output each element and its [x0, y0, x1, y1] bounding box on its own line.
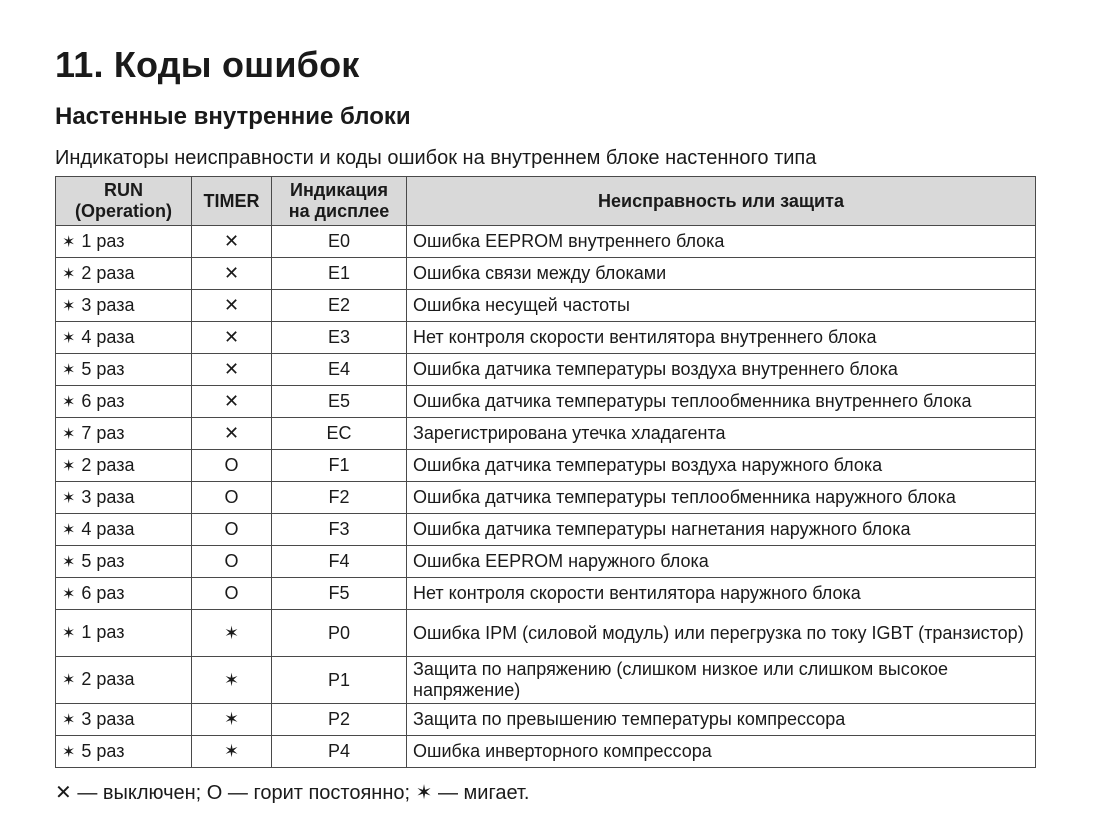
fault-description-cell: Ошибка связи между блоками: [407, 258, 1036, 290]
blink-star-icon: ✶: [62, 361, 76, 379]
blink-star-icon: ✶: [62, 625, 76, 642]
run-count: 3 раза: [81, 486, 135, 507]
fault-description-cell: Нет контроля скорости вентилятора наружного блока: [407, 578, 1036, 610]
fault-description-cell: Ошибка датчика температуры воздуха наружного блока: [407, 450, 1036, 482]
display-code-cell: F4: [272, 546, 407, 578]
timer-cell: ✶: [192, 736, 272, 768]
display-code-cell: E5: [272, 386, 407, 418]
header-run: [56, 177, 192, 226]
display-code-cell: E4: [272, 354, 407, 386]
blink-star-icon: ✶: [62, 489, 76, 507]
error-codes-table: [55, 176, 1036, 768]
blink-star-icon: ✶: [62, 672, 76, 689]
timer-cell: ✶: [192, 657, 272, 704]
intro-text: Индикаторы неисправности и коды ошибок на внутреннем блоке настенного типа: [55, 147, 817, 169]
blink-star-icon: ✶: [62, 425, 76, 443]
run-count: 6 раз: [81, 582, 125, 603]
display-code-cell: F1: [272, 450, 407, 482]
header-display: [272, 177, 407, 226]
display-code-cell: E1: [272, 258, 407, 290]
timer-cell: O: [192, 578, 272, 610]
fault-description-cell: Ошибка EEPROM внутреннего блока: [407, 226, 1036, 258]
run-cell: [56, 578, 192, 610]
timer-cell: ✕: [192, 322, 272, 354]
table-row: [56, 258, 1036, 290]
display-code-cell: P0: [272, 610, 407, 657]
table-body: [56, 226, 1036, 768]
timer-cell: ✕: [192, 418, 272, 450]
run-cell: [56, 704, 192, 736]
blink-star-icon: ✶: [62, 711, 76, 729]
header-timer: TIMER: [192, 177, 272, 226]
run-cell: [56, 226, 192, 258]
display-code-cell: E3: [272, 322, 407, 354]
run-count: 1 раз: [81, 230, 125, 251]
page-title: 11. Коды ошибок: [55, 44, 360, 85]
display-code-cell: EC: [272, 418, 407, 450]
blink-star-icon: ✶: [62, 743, 76, 761]
table-row: [56, 514, 1036, 546]
timer-cell: ✶: [192, 610, 272, 657]
run-count: 3 раза: [81, 294, 135, 315]
run-cell: [56, 546, 192, 578]
run-cell: [56, 258, 192, 290]
fault-description-cell: Зарегистрирована утечка хладагента: [407, 418, 1036, 450]
display-code-cell: F2: [272, 482, 407, 514]
display-code-cell: P4: [272, 736, 407, 768]
run-count: 2 раза: [81, 454, 135, 475]
timer-cell: O: [192, 546, 272, 578]
run-count: 6 раз: [81, 390, 125, 411]
legend-blink-text: — мигает.: [437, 782, 530, 804]
display-code-cell: F3: [272, 514, 407, 546]
timer-cell: ✕: [192, 258, 272, 290]
fault-description-cell: Защита по превышению температуры компрессора: [407, 704, 1036, 736]
run-cell: [56, 610, 192, 657]
header-display-line2: на дисплее: [288, 201, 390, 221]
table-row: [56, 610, 1036, 657]
fault-description-cell: Ошибка датчика температуры теплообменника наружного блока: [407, 482, 1036, 514]
blink-star-icon: ✶: [415, 782, 433, 804]
fault-description-cell: Ошибка датчика температуры воздуха внутреннего блока: [407, 354, 1036, 386]
run-cell: [56, 354, 192, 386]
table-row: [56, 290, 1036, 322]
run-cell: [56, 736, 192, 768]
table-row: [56, 322, 1036, 354]
run-count: 5 раз: [81, 740, 125, 761]
display-code-cell: F5: [272, 578, 407, 610]
run-count: 4 раза: [81, 326, 135, 347]
run-count: 5 раз: [81, 358, 125, 379]
fault-description-cell: Ошибка несущей частоты: [407, 290, 1036, 322]
blink-star-icon: ✶: [62, 297, 76, 315]
display-code-cell: E0: [272, 226, 407, 258]
timer-cell: ✕: [192, 290, 272, 322]
run-cell: [56, 322, 192, 354]
fault-description-cell: Ошибка инверторного компрессора: [407, 736, 1036, 768]
table-row: [56, 226, 1036, 258]
run-cell: [56, 514, 192, 546]
circle-symbol: O: [206, 782, 223, 804]
blink-star-icon: ✶: [62, 457, 76, 475]
run-count: 2 раза: [81, 669, 135, 689]
run-count: 7 раз: [81, 422, 125, 443]
legend-on-text: — горит постоянно;: [227, 782, 411, 804]
run-cell: [56, 482, 192, 514]
section-title: Настенные внутренние блоки: [55, 103, 411, 130]
run-count: 3 раза: [81, 708, 135, 729]
timer-cell: ✕: [192, 354, 272, 386]
run-count: 2 раза: [81, 262, 135, 283]
table-row: [56, 482, 1036, 514]
display-code-cell: P2: [272, 704, 407, 736]
run-cell: [56, 657, 192, 704]
table-row: [56, 736, 1036, 768]
blink-star-icon: ✶: [62, 521, 76, 539]
legend: [55, 780, 529, 805]
display-code-cell: E2: [272, 290, 407, 322]
blink-star-icon: ✶: [62, 585, 76, 603]
fault-description-cell: Ошибка IPM (силовой модуль) или перегрузка по току IGBT (транзистор): [407, 610, 1036, 657]
blink-star-icon: ✶: [62, 393, 76, 411]
blink-star-icon: ✶: [62, 233, 76, 251]
table-row: [56, 546, 1036, 578]
legend-off-text: — выключен;: [77, 782, 202, 804]
header-fault: Неисправность или защита: [407, 177, 1036, 226]
display-code-cell: P1: [272, 657, 407, 704]
run-cell: [56, 386, 192, 418]
table-row: [56, 657, 1036, 704]
blink-star-icon: ✶: [62, 265, 76, 283]
run-cell: [56, 450, 192, 482]
fault-description-cell: Ошибка EEPROM наружного блока: [407, 546, 1036, 578]
run-count: 5 раз: [81, 550, 125, 571]
run-count: 1 раз: [81, 622, 125, 642]
header-run-line2: (Operation): [75, 201, 172, 221]
table-row: [56, 450, 1036, 482]
header-run-line1: RUN: [104, 180, 143, 200]
fault-description-cell: Ошибка датчика температуры нагнетания наружного блока: [407, 514, 1036, 546]
blink-star-icon: ✶: [62, 329, 76, 347]
cross-icon: ✕: [55, 782, 72, 804]
timer-cell: ✶: [192, 704, 272, 736]
timer-cell: O: [192, 450, 272, 482]
timer-cell: ✕: [192, 226, 272, 258]
timer-cell: O: [192, 482, 272, 514]
run-cell: [56, 418, 192, 450]
table-row: [56, 578, 1036, 610]
table-header-row: [56, 177, 1036, 226]
run-count: 4 раза: [81, 518, 135, 539]
table-row: [56, 704, 1036, 736]
table-row: [56, 354, 1036, 386]
table-row: [56, 418, 1036, 450]
fault-description-cell: Нет контроля скорости вентилятора внутреннего блока: [407, 322, 1036, 354]
header-display-line1: Индикация: [290, 180, 388, 200]
timer-cell: ✕: [192, 386, 272, 418]
blink-star-icon: ✶: [62, 553, 76, 571]
fault-description-cell: Защита по напряжению (слишком низкое или слишком высокое напряжение): [407, 657, 1036, 704]
timer-cell: O: [192, 514, 272, 546]
table-row: [56, 386, 1036, 418]
run-cell: [56, 290, 192, 322]
fault-description-cell: Ошибка датчика температуры теплообменника внутреннего блока: [407, 386, 1036, 418]
